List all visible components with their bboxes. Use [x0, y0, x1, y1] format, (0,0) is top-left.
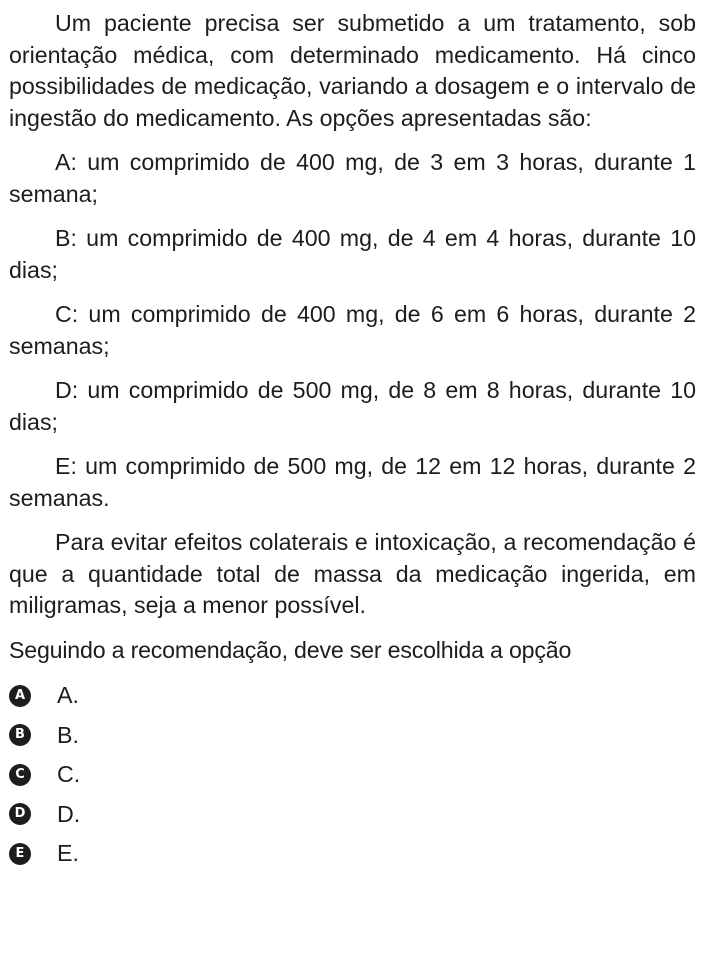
- option-description-a: A: um comprimido de 400 mg, de 3 em 3 horas, durante 1 semana;: [9, 149, 696, 207]
- question-context: Para evitar efeitos colaterais e intoxicação, a recomendação é que a quantidade total de massa da medicação ingerida, em miligramas, seja a menor possível.: [9, 529, 696, 618]
- answer-choice-d[interactable]: [9, 795, 696, 835]
- answer-choices: [9, 676, 696, 874]
- choice-text-b: B.: [57, 721, 79, 748]
- choice-letter-b-icon: B: [9, 724, 31, 746]
- option-description-b: B: um comprimido de 400 mg, de 4 em 4 horas, durante 10 dias;: [9, 225, 696, 283]
- answer-choice-c[interactable]: [9, 755, 696, 795]
- answer-choice-a[interactable]: [9, 676, 696, 716]
- choice-text-e: E.: [57, 840, 79, 866]
- question-prompt: Seguindo a recomendação, deve ser escolhida a opção: [9, 636, 572, 663]
- choice-letter-d-icon: D: [9, 803, 31, 825]
- option-description-d: D: um comprimido de 500 mg, de 8 em 8 horas, durante 10 dias;: [9, 377, 696, 435]
- option-description-c: C: um comprimido de 400 mg, de 6 em 6 horas, durante 2 semanas;: [9, 301, 696, 359]
- answer-choice-b[interactable]: [9, 716, 696, 756]
- choice-text-c: C.: [57, 761, 81, 787]
- choice-letter-c-icon: C: [9, 764, 31, 786]
- question-intro: Um paciente precisa ser submetido a um tratamento, sob orientação médica, com determinado medicamento. Há cinco possibilidades de medicação, variando a dosagem e o intervalo de ingestão do medicamento. As opções apresentadas são:: [9, 10, 696, 131]
- answer-choice-e[interactable]: [9, 834, 696, 874]
- choice-text-d: D.: [57, 800, 81, 827]
- choice-letter-e-icon: E: [9, 843, 31, 865]
- choice-text-a: A.: [57, 682, 79, 708]
- option-description-e: E: um comprimido de 500 mg, de 12 em 12 horas, durante 2 semanas.: [9, 453, 696, 511]
- question-block: [9, 8, 696, 874]
- choice-letter-a-icon: A: [9, 685, 31, 707]
